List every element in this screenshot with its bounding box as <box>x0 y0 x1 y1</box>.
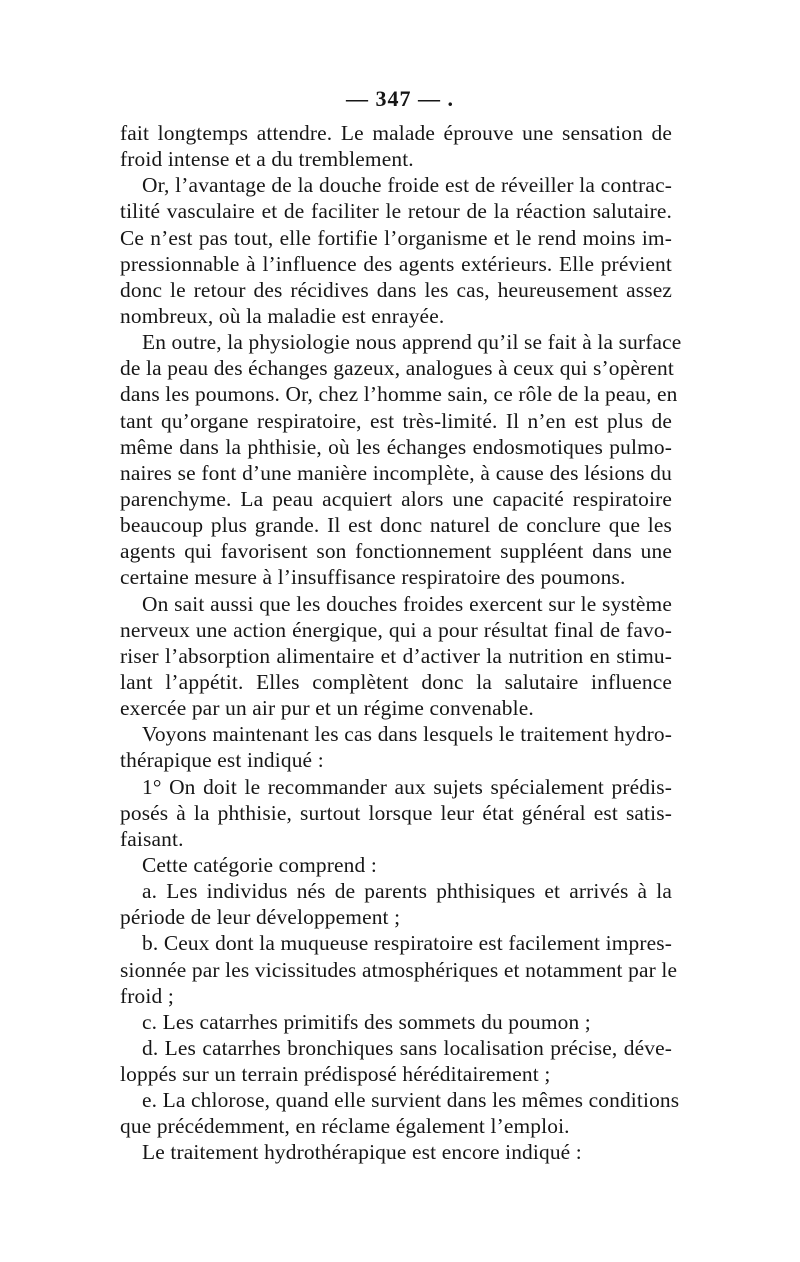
text-line: Voyons maintenant les cas dans lesquels le traitement hydro- <box>142 722 672 747</box>
text-line: e. La chlorose, quand elle survient dans les mêmes conditions <box>142 1088 680 1113</box>
text-line: naires se font d’une manière incomplète, à cause des lésions du <box>120 460 672 485</box>
text-line: riser l’absorption alimentaire et d’activer la nutrition en stimu- <box>120 643 672 668</box>
text-line: nombreux, où la maladie est enrayée. <box>120 303 445 328</box>
text-line: a. Les individus nés de parents phthisiques et arrivés à la <box>142 879 672 904</box>
text-line: posés à la phthisie, surtout lorsque leur état général est satis- <box>120 800 672 825</box>
text-line: beaucoup plus grande. Il est donc naturel de conclure que les <box>120 513 672 538</box>
text-line: que précédemment, en réclame également l’emploi. <box>120 1114 570 1139</box>
text-line: nerveux une action énergique, qui a pour résultat final de favo- <box>120 617 672 642</box>
page-number: — 347 — . <box>346 86 454 111</box>
text-line: loppés sur un terrain prédisposé héréditairement ; <box>120 1062 551 1087</box>
text-line: c. Les catarrhes primitifs des sommets du poumon ; <box>142 1009 591 1034</box>
text-line: dans les poumons. Or, chez l’homme sain, ce rôle de la peau, en <box>120 382 678 407</box>
text-line: exercée par un air pur et un régime convenable. <box>120 696 534 721</box>
text-line: b. Ceux dont la muqueuse respiratoire est facilement impres- <box>142 931 672 956</box>
text-line: froid ; <box>120 983 174 1008</box>
text-line: Le traitement hydrothérapique est encore indiqué : <box>142 1140 582 1165</box>
text-line: donc le retour des récidives dans les cas, heureusement assez <box>120 277 672 302</box>
text-line: sionnée par les vicissitudes atmosphériques et notamment par le <box>120 957 678 982</box>
text-line: Cette catégorie comprend : <box>142 852 377 877</box>
text-line: tant qu’organe respiratoire, est très-limité. Il n’en est plus de <box>120 408 672 433</box>
text-line: Ce n’est pas tout, elle fortifie l’organisme et le rend moins im- <box>120 225 672 250</box>
text-line: de la peau des échanges gazeux, analogues à ceux qui s’opèrent <box>120 356 674 381</box>
text-line: certaine mesure à l’insuffisance respiratoire des poumons. <box>120 565 626 590</box>
text-line: lant l’appétit. Elles complètent donc la salutaire influence <box>120 669 672 694</box>
body-text <box>120 120 682 1166</box>
text-line: faisant. <box>120 826 184 851</box>
text-line: thérapique est indiqué : <box>120 748 324 773</box>
text-line: Or, l’avantage de la douche froide est de réveiller la contrac- <box>142 173 672 198</box>
text-line: fait longtemps attendre. Le malade éprouve une sensation de <box>120 121 672 145</box>
text-line: parenchyme. La peau acquiert alors une capacité respiratoire <box>120 486 672 511</box>
text-line: En outre, la physiologie nous apprend qu’il se fait à la surface <box>142 330 682 355</box>
text-line: tilité vasculaire et de faciliter le retour de la réaction salutaire. <box>120 199 672 224</box>
text-line: pressionnable à l’influence des agents extérieurs. Elle prévient <box>120 251 672 276</box>
text-line: froid intense et a du tremblement. <box>120 147 414 172</box>
text-line: d. Les catarrhes bronchiques sans localisation précise, déve- <box>142 1035 672 1060</box>
text-line: 1° On doit le recommander aux sujets spécialement prédis- <box>142 774 672 799</box>
text-line: On sait aussi que les douches froides exercent sur le système <box>142 591 672 616</box>
text-line: période de leur développement ; <box>120 905 401 930</box>
text-line: agents qui favorisent son fonctionnement suppléent dans une <box>120 539 672 564</box>
text-line: même dans la phthisie, où les échanges endosmotiques pulmo- <box>120 434 672 459</box>
